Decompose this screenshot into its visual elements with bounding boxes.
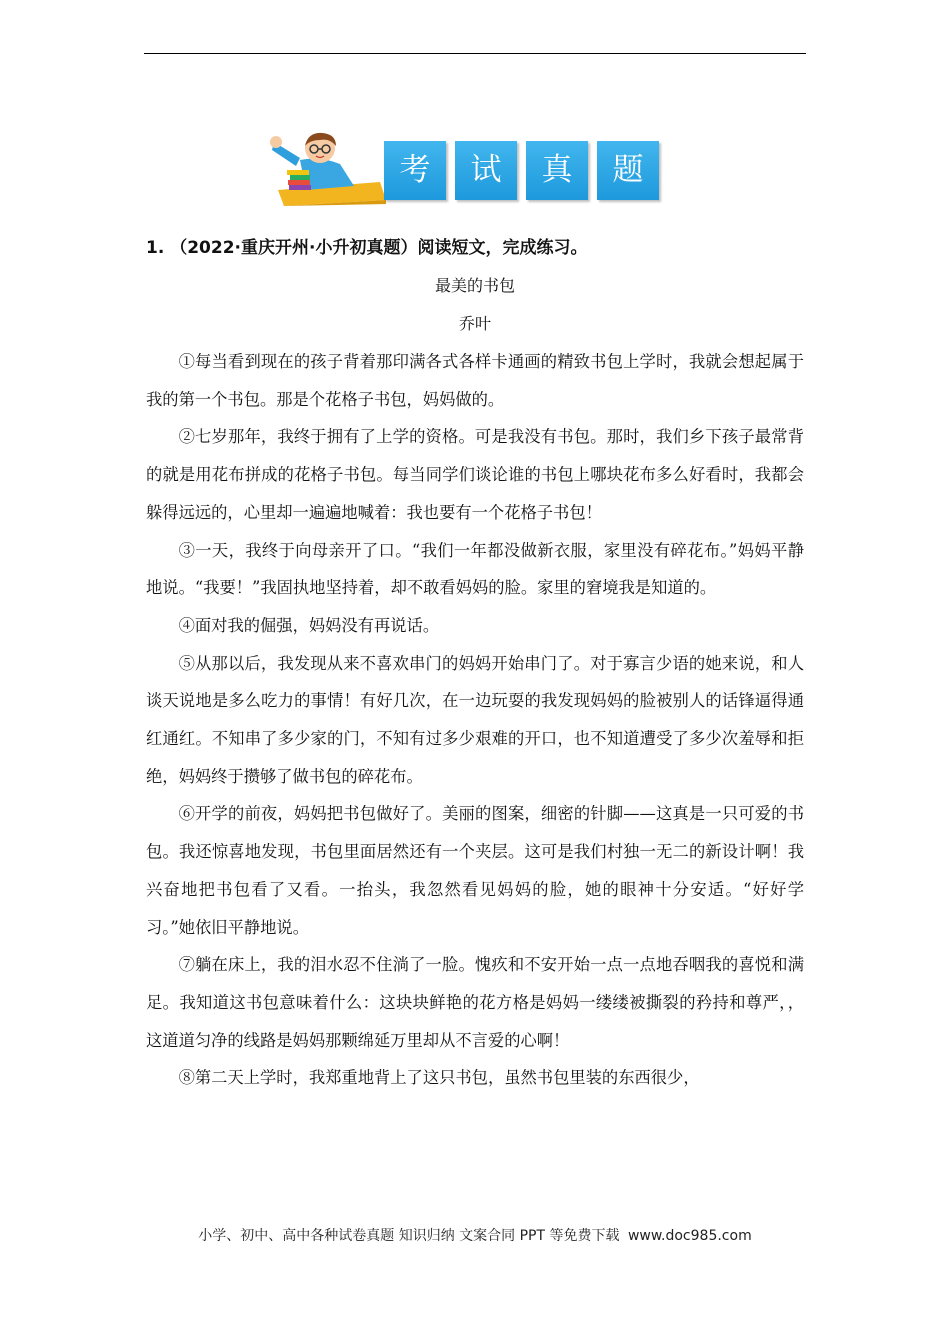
paragraph: ⑥开学的前夜，妈妈把书包做好了。美丽的图案，细密的针脚——这真是一只可爱的书包。我还惊喜地发现，书包里面居然还有一个夹层。这可是我们村独一无二的新设计啊！我兴奋地把书包看了又看。一抬头，我忽然看见妈妈的脸，她的眼神十分安适。“好好学习。”她依旧平静地说。 — [146, 804, 804, 937]
question-number: 1. — [146, 238, 165, 258]
student-reading-icon — [270, 130, 390, 206]
article-body — [146, 343, 804, 1097]
paragraph: ②七岁那年，我终于拥有了上学的资格。可是我没有书包。那时，我们乡下孩子最常背的就是用花布拼成的花格子书包。每当同学们谈论谁的书包上哪块花布多么好看时，我都会躲得远远的，心里却一遍遍地喊着：我也要有一个花格子书包！ — [146, 427, 804, 522]
paragraph: ③一天，我终于向母亲开了口。“我们一年都没做新衣服，家里没有碎花布。”妈妈平静地说。“我要！”我固执地坚持着，却不敢看妈妈的脸。家里的窘境我是知道的。 — [146, 540, 804, 598]
footer — [0, 1225, 950, 1247]
exam-banner — [270, 130, 670, 206]
question-text: （2022·重庆开州·小升初真题）阅读短文，完成练习。 — [170, 238, 588, 258]
paragraph: ⑧第二天上学时，我郑重地背上了这只书包，虽然书包里装的东西很少， — [178, 1068, 700, 1088]
banner-tile: 真 — [526, 141, 588, 200]
question-heading — [146, 233, 826, 263]
paragraph: ①每当看到现在的孩子背着那印满各式各样卡通画的精致书包上学时，我就会想起属于我的第一个书包。那是个花格子书包，妈妈做的。 — [146, 352, 804, 409]
paragraph: ④面对我的倔强，妈妈没有再说话。 — [178, 615, 440, 635]
header-rule — [144, 53, 806, 54]
footer-text: 小学、初中、高中各种试卷真题 知识归纳 文案合同 PPT 等免费下载 — [198, 1228, 620, 1244]
footer-site-link[interactable]: www.doc985.com — [627, 1228, 752, 1244]
article-author: 乔叶 — [458, 314, 491, 333]
paragraph: ⑦躺在床上，我的泪水忍不住淌了一脸。愧疚和不安开始一点一点地吞咽我的喜悦和满足。我知道这书包意味着什么：这块块鲜艳的花方格是妈妈一缕缕被撕裂的矜持和尊严，，这道道匀净的线路是妈妈那颗绵延万里却从不言爱的心啊！ — [146, 955, 804, 1050]
banner-tile: 题 — [597, 141, 659, 200]
banner-title — [384, 141, 659, 200]
banner-tile: 考 — [384, 141, 446, 200]
paragraph: ⑤从那以后，我发现从来不喜欢串门的妈妈开始串门了。对于寡言少语的她来说，和人谈天说地是多么吃力的事情！有好几次，在一边玩耍的我发现妈妈的脸被别人的话锋逼得通红通红。不知串了多少家的门，不知有过多少艰难的开口，也不知道遭受了多少次羞辱和拒绝，妈妈终于攒够了做书包的碎花布。 — [146, 653, 804, 786]
article-title: 最美的书包 — [434, 276, 515, 295]
banner-tile: 试 — [455, 141, 517, 200]
